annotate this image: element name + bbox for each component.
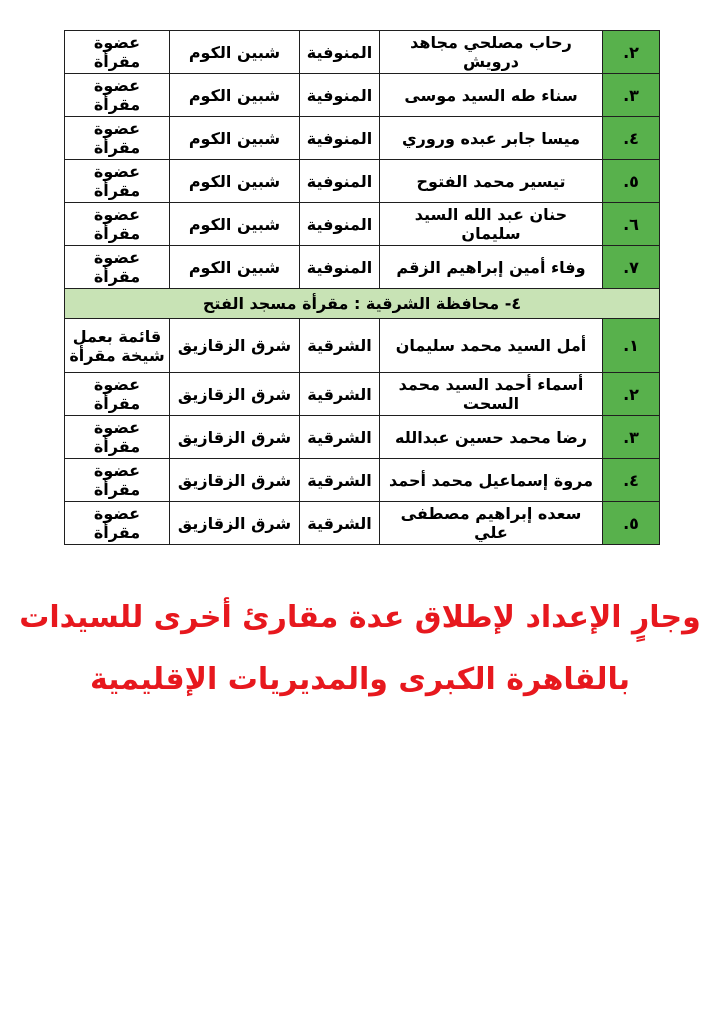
governorate-cell: الشرقية xyxy=(300,459,380,502)
table-row xyxy=(65,74,660,117)
governorate-cell: المنوفية xyxy=(300,160,380,203)
name-cell: سناء طه السيد موسى xyxy=(380,74,603,117)
footer-announcement xyxy=(0,587,720,710)
table-row xyxy=(65,459,660,502)
table-row xyxy=(65,373,660,416)
row-number-cell: ٢. xyxy=(603,31,660,74)
table-row xyxy=(65,416,660,459)
governorate-cell: الشرقية xyxy=(300,502,380,545)
table-row xyxy=(65,203,660,246)
governorate-cell: المنوفية xyxy=(300,74,380,117)
name-cell: سعده إبراهيم مصطفى علي xyxy=(380,502,603,545)
row-number-cell: ٣. xyxy=(603,74,660,117)
table-row xyxy=(65,502,660,545)
section-header-cell: ٤- محافظة الشرقية : مقرأة مسجد الفتح xyxy=(65,289,660,319)
name-cell: رحاب مصلحي مجاهد درويش xyxy=(380,31,603,74)
row-number-cell: ٦. xyxy=(603,203,660,246)
row-number-cell: ٢. xyxy=(603,373,660,416)
name-cell: مروة إسماعيل محمد أحمد xyxy=(380,459,603,502)
members-table xyxy=(64,30,660,545)
governorate-cell: الشرقية xyxy=(300,416,380,459)
table-row xyxy=(65,31,660,74)
city-cell: شرق الزقازيق xyxy=(170,459,300,502)
role-cell: عضوة مقرأة xyxy=(65,31,170,74)
city-cell: شبين الكوم xyxy=(170,160,300,203)
table-row xyxy=(65,117,660,160)
role-cell: عضوة مقرأة xyxy=(65,502,170,545)
governorate-cell: المنوفية xyxy=(300,203,380,246)
footer-line-2: بالقاهرة الكبرى والمديريات الإقليمية xyxy=(89,661,631,697)
row-number-cell: ١. xyxy=(603,319,660,373)
name-cell: تيسير محمد الفتوح xyxy=(380,160,603,203)
table-row xyxy=(65,246,660,289)
role-cell: عضوة مقرأة xyxy=(65,246,170,289)
governorate-cell: المنوفية xyxy=(300,246,380,289)
name-cell: رضا محمد حسين عبدالله xyxy=(380,416,603,459)
table-body xyxy=(65,31,660,545)
name-cell: ميسا جابر عبده وروري xyxy=(380,117,603,160)
role-cell: عضوة مقرأة xyxy=(65,203,170,246)
city-cell: شرق الزقازيق xyxy=(170,319,300,373)
city-cell: شبين الكوم xyxy=(170,246,300,289)
city-cell: شرق الزقازيق xyxy=(170,416,300,459)
city-cell: شرق الزقازيق xyxy=(170,502,300,545)
role-cell: عضوة مقرأة xyxy=(65,74,170,117)
governorate-cell: الشرقية xyxy=(300,373,380,416)
city-cell: شبين الكوم xyxy=(170,203,300,246)
footer-line-1: وجارٍ الإعداد لإطلاق عدة مقارئ أخرى للسيدات xyxy=(19,600,701,635)
role-cell: عضوة مقرأة xyxy=(65,416,170,459)
city-cell: شرق الزقازيق xyxy=(170,373,300,416)
name-cell: وفاء أمين إبراهيم الزقم xyxy=(380,246,603,289)
governorate-cell: الشرقية xyxy=(300,319,380,373)
name-cell: أسماء أحمد السيد محمد السحت xyxy=(380,373,603,416)
city-cell: شبين الكوم xyxy=(170,117,300,160)
role-cell: قائمة بعمل شيخة مقرأة xyxy=(65,319,170,373)
table-row xyxy=(65,319,660,373)
role-cell: عضوة مقرأة xyxy=(65,160,170,203)
row-number-cell: ٤. xyxy=(603,459,660,502)
table-row xyxy=(65,160,660,203)
section-header-row xyxy=(65,289,660,319)
governorate-cell: المنوفية xyxy=(300,31,380,74)
name-cell: حنان عبد الله السيد سليمان xyxy=(380,203,603,246)
city-cell: شبين الكوم xyxy=(170,31,300,74)
row-number-cell: ٤. xyxy=(603,117,660,160)
name-cell: أمل السيد محمد سليمان xyxy=(380,319,603,373)
role-cell: عضوة مقرأة xyxy=(65,373,170,416)
city-cell: شبين الكوم xyxy=(170,74,300,117)
row-number-cell: ٣. xyxy=(603,416,660,459)
row-number-cell: ٧. xyxy=(603,246,660,289)
row-number-cell: ٥. xyxy=(603,502,660,545)
role-cell: عضوة مقرأة xyxy=(65,117,170,160)
governorate-cell: المنوفية xyxy=(300,117,380,160)
row-number-cell: ٥. xyxy=(603,160,660,203)
role-cell: عضوة مقرأة xyxy=(65,459,170,502)
